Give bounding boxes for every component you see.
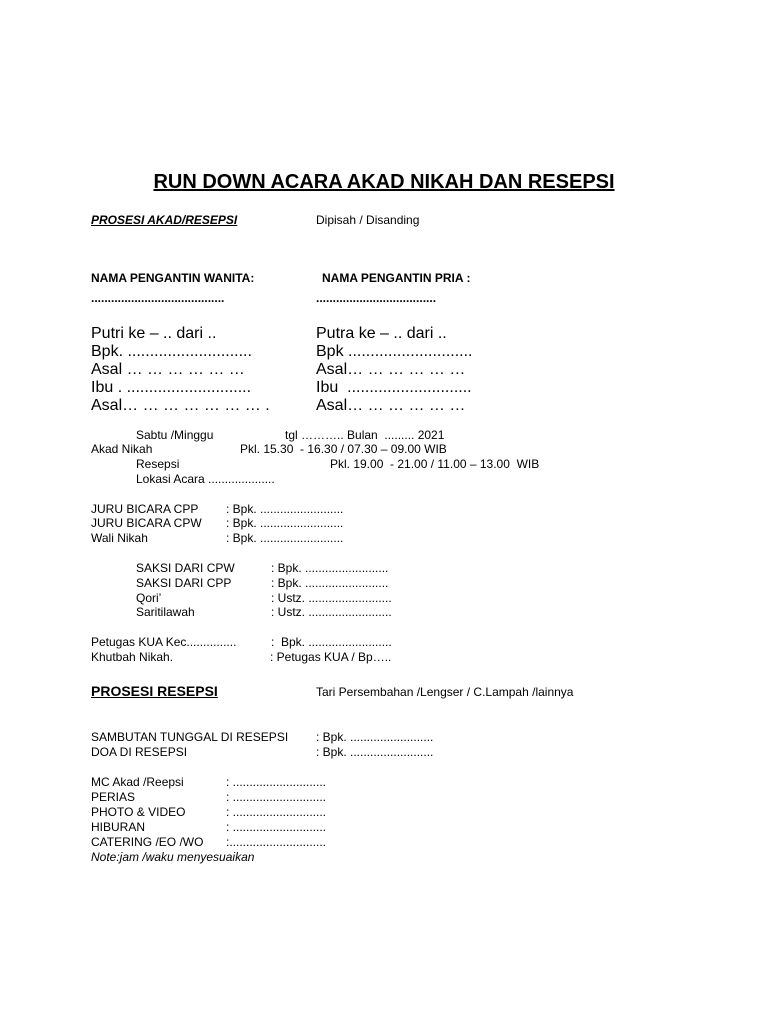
page-title: RUN DOWN ACARA AKAD NIKAH DAN RESEPSI — [153, 171, 615, 193]
bride-line: Putri ke – .. dari .. — [91, 325, 217, 342]
bride-name-dots: ........................................ — [91, 291, 225, 305]
bride-header: NAMA PENGANTIN WANITA: — [91, 271, 255, 285]
witness-label: SAKSI DARI CPW — [136, 561, 235, 575]
vendor-label: MC Akad /Reepsi — [91, 775, 184, 789]
akad-option: Dipisah / Disanding — [316, 213, 420, 227]
vendor-value: : ............................ — [226, 775, 327, 789]
official-value: : Bpk. ......................... — [226, 502, 344, 516]
akad-time: Pkl. 15.30 - 16.30 / 07.30 – 09.00 WIB — [240, 442, 447, 456]
groom-line: Bpk ............................ — [316, 343, 473, 360]
kua-value: : Bpk. ......................... — [271, 635, 392, 649]
groom-name-dots: .................................... — [316, 291, 437, 305]
bride-line: Asal… … … … … … … . — [91, 397, 270, 414]
vendor-label: HIBURAN — [91, 820, 146, 834]
groom-line: Putra ke – .. dari .. — [316, 325, 447, 342]
resepsi-item-value: : Bpk. ......................... — [316, 745, 434, 759]
kua-label: Petugas KUA Kec............... — [91, 635, 237, 649]
kua-label: Khutbah Nikah. — [91, 650, 174, 664]
bride-line: Asal … … … … … … — [91, 361, 245, 378]
official-label: Wali Nikah — [91, 531, 148, 545]
resepsi-heading: PROSESI RESEPSI — [91, 683, 218, 699]
resepsi-label: Resepsi — [136, 457, 180, 471]
witness-label: SAKSI DARI CPP — [136, 576, 232, 590]
resepsi-item-label: SAMBUTAN TUNGGAL DI RESEPSI — [91, 730, 289, 744]
witness-value: : Bpk. ......................... — [271, 576, 389, 590]
witness-value: : Ustz. ......................... — [271, 591, 392, 605]
groom-line: Asal… … … … … … — [316, 397, 466, 414]
resepsi-program: Tari Persembahan /Lengser / C.Lampah /lainnya — [316, 685, 574, 699]
vendor-value: : ............................ — [226, 805, 327, 819]
witness-value: : Ustz. ......................... — [271, 605, 392, 619]
witness-label: Saritilawah — [136, 605, 195, 619]
witness-label: Qori’ — [136, 591, 162, 605]
vendor-value: : ............................ — [226, 820, 327, 834]
official-label: JURU BICARA CPW — [91, 516, 202, 530]
schedule-date: tgl ……….. Bulan ......... 2021 — [285, 428, 445, 442]
vendor-label: CATERING /EO /WO — [91, 835, 204, 849]
kua-value: : Petugas KUA / Bp….. — [270, 650, 392, 664]
resepsi-time: Pkl. 19.00 - 21.00 / 11.00 – 13.00 WIB — [330, 457, 540, 471]
location: Lokasi Acara .................... — [136, 472, 275, 486]
bride-line: Ibu . ............................ — [91, 379, 252, 396]
groom-line: Asal… … … … … … — [316, 361, 466, 378]
resepsi-item-label: DOA DI RESEPSI — [91, 745, 188, 759]
official-value: : Bpk. ......................... — [226, 531, 344, 545]
akad-label: Akad Nikah — [91, 442, 153, 456]
vendor-value: :............................. — [226, 835, 327, 849]
groom-header: NAMA PENGANTIN PRIA : — [322, 271, 471, 285]
vendor-label: PERIAS — [91, 790, 136, 804]
bride-line: Bpk. ............................ — [91, 343, 252, 360]
official-label: JURU BICARA CPP — [91, 502, 199, 516]
akad-heading: PROSESI AKAD/RESEPSI — [91, 213, 238, 227]
groom-line: Ibu ............................ — [316, 379, 472, 396]
schedule-day: Sabtu /Minggu — [136, 428, 214, 442]
vendor-label: PHOTO & VIDEO — [91, 805, 186, 819]
resepsi-item-value: : Bpk. ......................... — [316, 730, 434, 744]
official-value: : Bpk. ......................... — [226, 516, 344, 530]
witness-value: : Bpk. ......................... — [271, 561, 389, 575]
note: Note:jam /waku menyesuaikan — [91, 850, 255, 864]
vendor-value: : ............................ — [226, 790, 327, 804]
